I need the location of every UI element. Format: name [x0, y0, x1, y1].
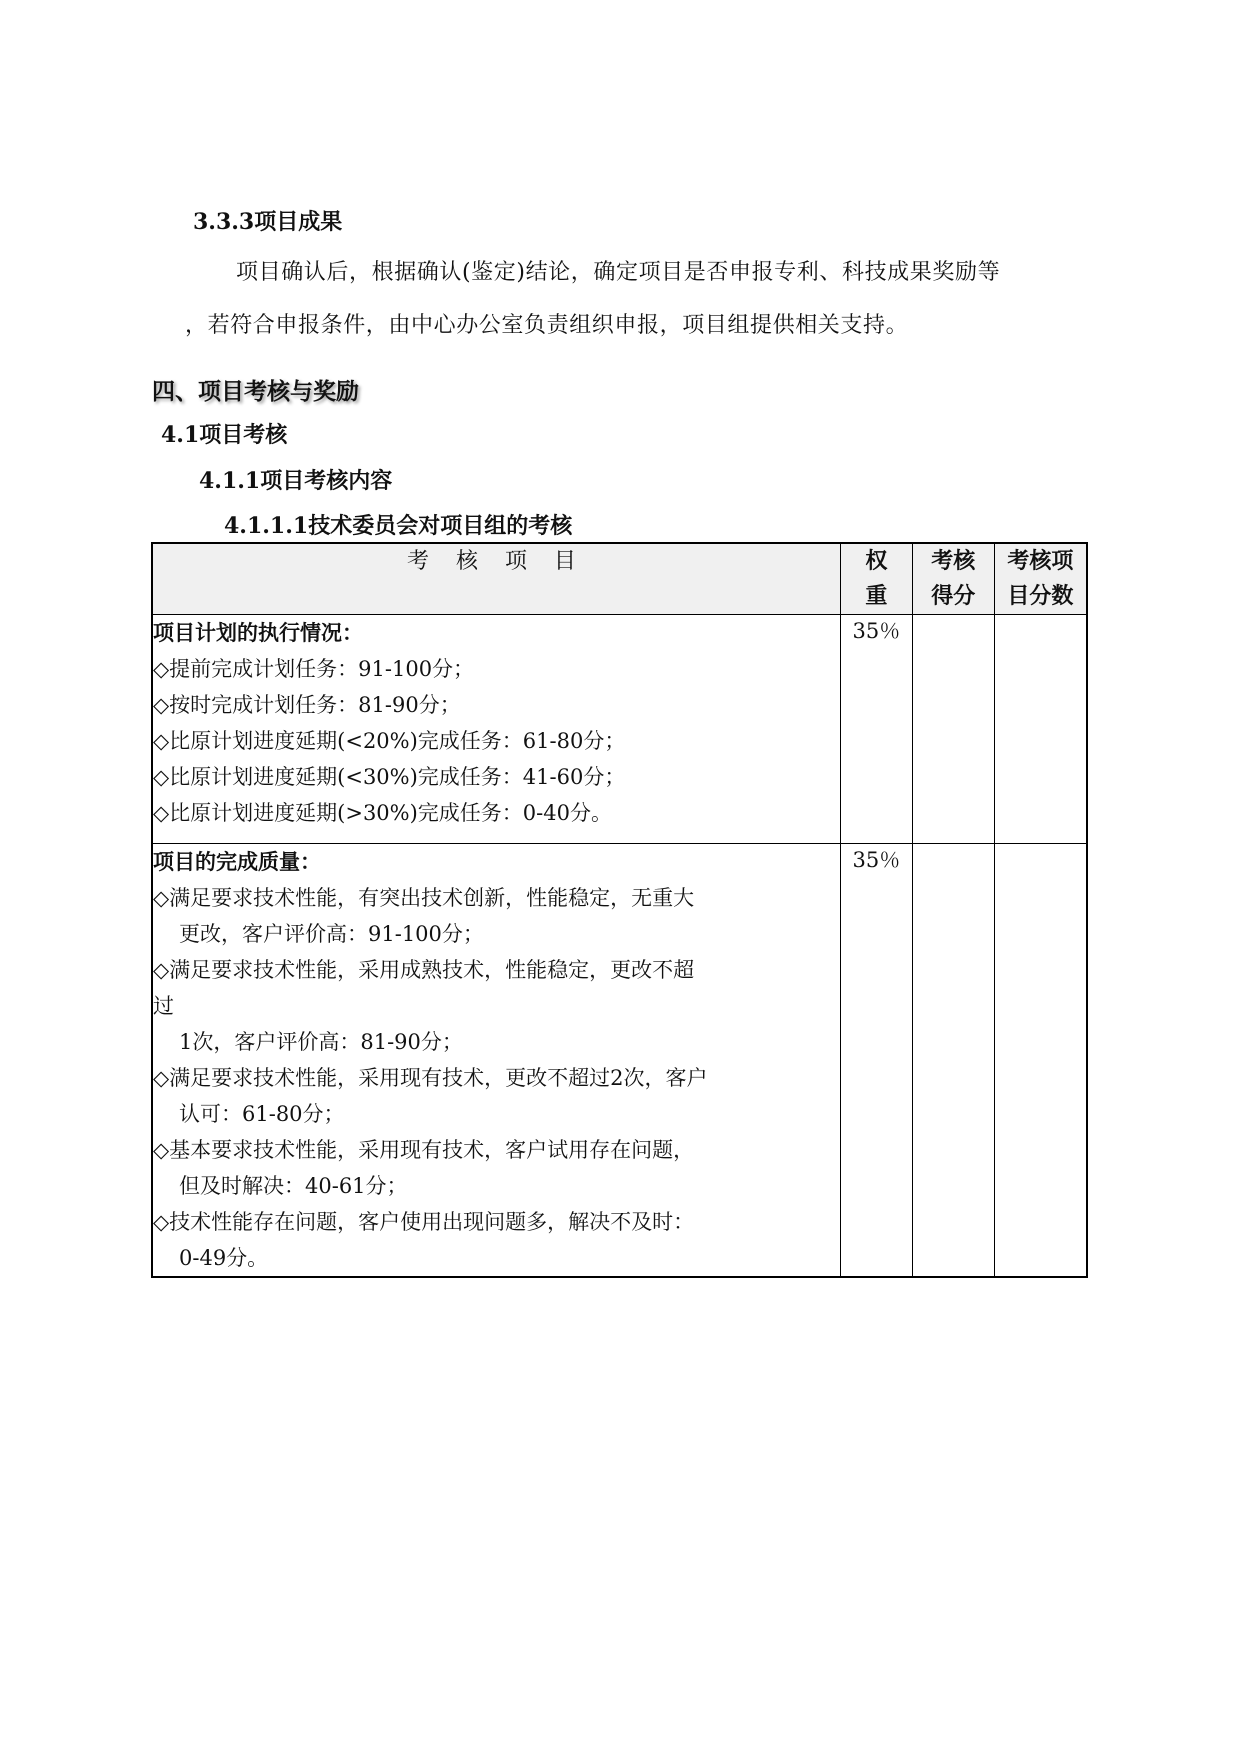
row-2-title: 项目的完成质量：	[153, 849, 321, 874]
row-2-weight: 35％	[840, 844, 912, 1278]
paragraph-line-2: ，若符合申报条件，由中心办公室负责组织申报，项目组提供相关支持。	[185, 313, 909, 338]
row-1-item-5: ◇比原计划进度延期(>30%)完成任务：0-40分。	[153, 801, 612, 825]
section-heading-4-1: 4.1项目考核	[161, 422, 288, 448]
header-item-points	[994, 543, 1087, 615]
table-row	[152, 615, 1087, 844]
table-row	[152, 844, 1087, 1278]
row-2-content	[152, 844, 840, 1278]
row-2-line-10: ◇技术性能存在问题，客户使用出现问题多，解决不及时：	[153, 1210, 695, 1234]
header-score-line1: 考核	[931, 548, 976, 574]
row-2-line-4: 过	[153, 994, 174, 1018]
header-score	[912, 543, 994, 615]
section-heading-4-1-1: 4.1.1项目考核内容	[199, 468, 393, 494]
header-weight-line1: 权	[865, 548, 888, 574]
row-1-item-4: ◇比原计划进度延期(<30%)完成任务：41-60分；	[153, 765, 626, 789]
header-points-line1: 考核项	[1007, 548, 1074, 574]
row-1-item-1: ◇提前完成计划任务：91-100分；	[153, 657, 475, 681]
paragraph-line-1: 项目确认后，根据确认(鉴定)结论，确定项目是否申报专利、科技成果奖励等	[236, 260, 1001, 285]
row-1-item-2: ◇按时完成计划任务：81-90分；	[153, 693, 461, 717]
header-weight-line2: 重	[865, 583, 888, 609]
header-points-line2: 目分数	[1007, 583, 1074, 609]
section-heading-4-1-1-1: 4.1.1.1技术委员会对项目组的考核	[224, 513, 573, 539]
row-2-line-9: 但及时解决：40-61分；	[179, 1174, 408, 1198]
row-1-score-cell	[912, 615, 994, 844]
assessment-table	[151, 542, 1088, 1278]
row-2-line-8: ◇基本要求技术性能，采用现有技术，客户试用存在问题，	[153, 1138, 695, 1162]
chapter-heading-4: 四、项目考核与奖励	[152, 378, 359, 405]
row-1-points-cell	[994, 615, 1087, 844]
row-2-line-7: 认可：61-80分；	[179, 1102, 345, 1126]
row-2-line-6: ◇满足要求技术性能，采用现有技术，更改不超过2次，客户	[153, 1066, 708, 1090]
header-score-line2: 得分	[931, 583, 976, 609]
row-2-line-2: 更改，客户评价高：91-100分；	[179, 922, 484, 946]
row-1-content	[152, 615, 840, 844]
row-1-weight: 35％	[840, 615, 912, 844]
row-1-item-3: ◇比原计划进度延期(<20%)完成任务：61-80分；	[153, 729, 626, 753]
header-weight	[840, 543, 912, 615]
row-2-line-3: ◇满足要求技术性能，采用成熟技术，性能稳定，更改不超	[153, 958, 695, 982]
header-assessment-item: 考 核 项 目	[152, 543, 840, 615]
row-2-line-1: ◇满足要求技术性能，有突出技术创新，性能稳定，无重大	[153, 886, 695, 910]
section-heading-3-3-3: 3.3.3项目成果	[193, 209, 343, 235]
row-2-line-11: 0-49分。	[179, 1246, 269, 1270]
row-2-score-cell	[912, 844, 994, 1278]
row-1-title: 项目计划的执行情况：	[153, 620, 363, 645]
row-2-line-5: 1次，客户评价高：81-90分；	[179, 1030, 463, 1054]
table-header-row	[152, 543, 1087, 615]
row-2-points-cell	[994, 844, 1087, 1278]
